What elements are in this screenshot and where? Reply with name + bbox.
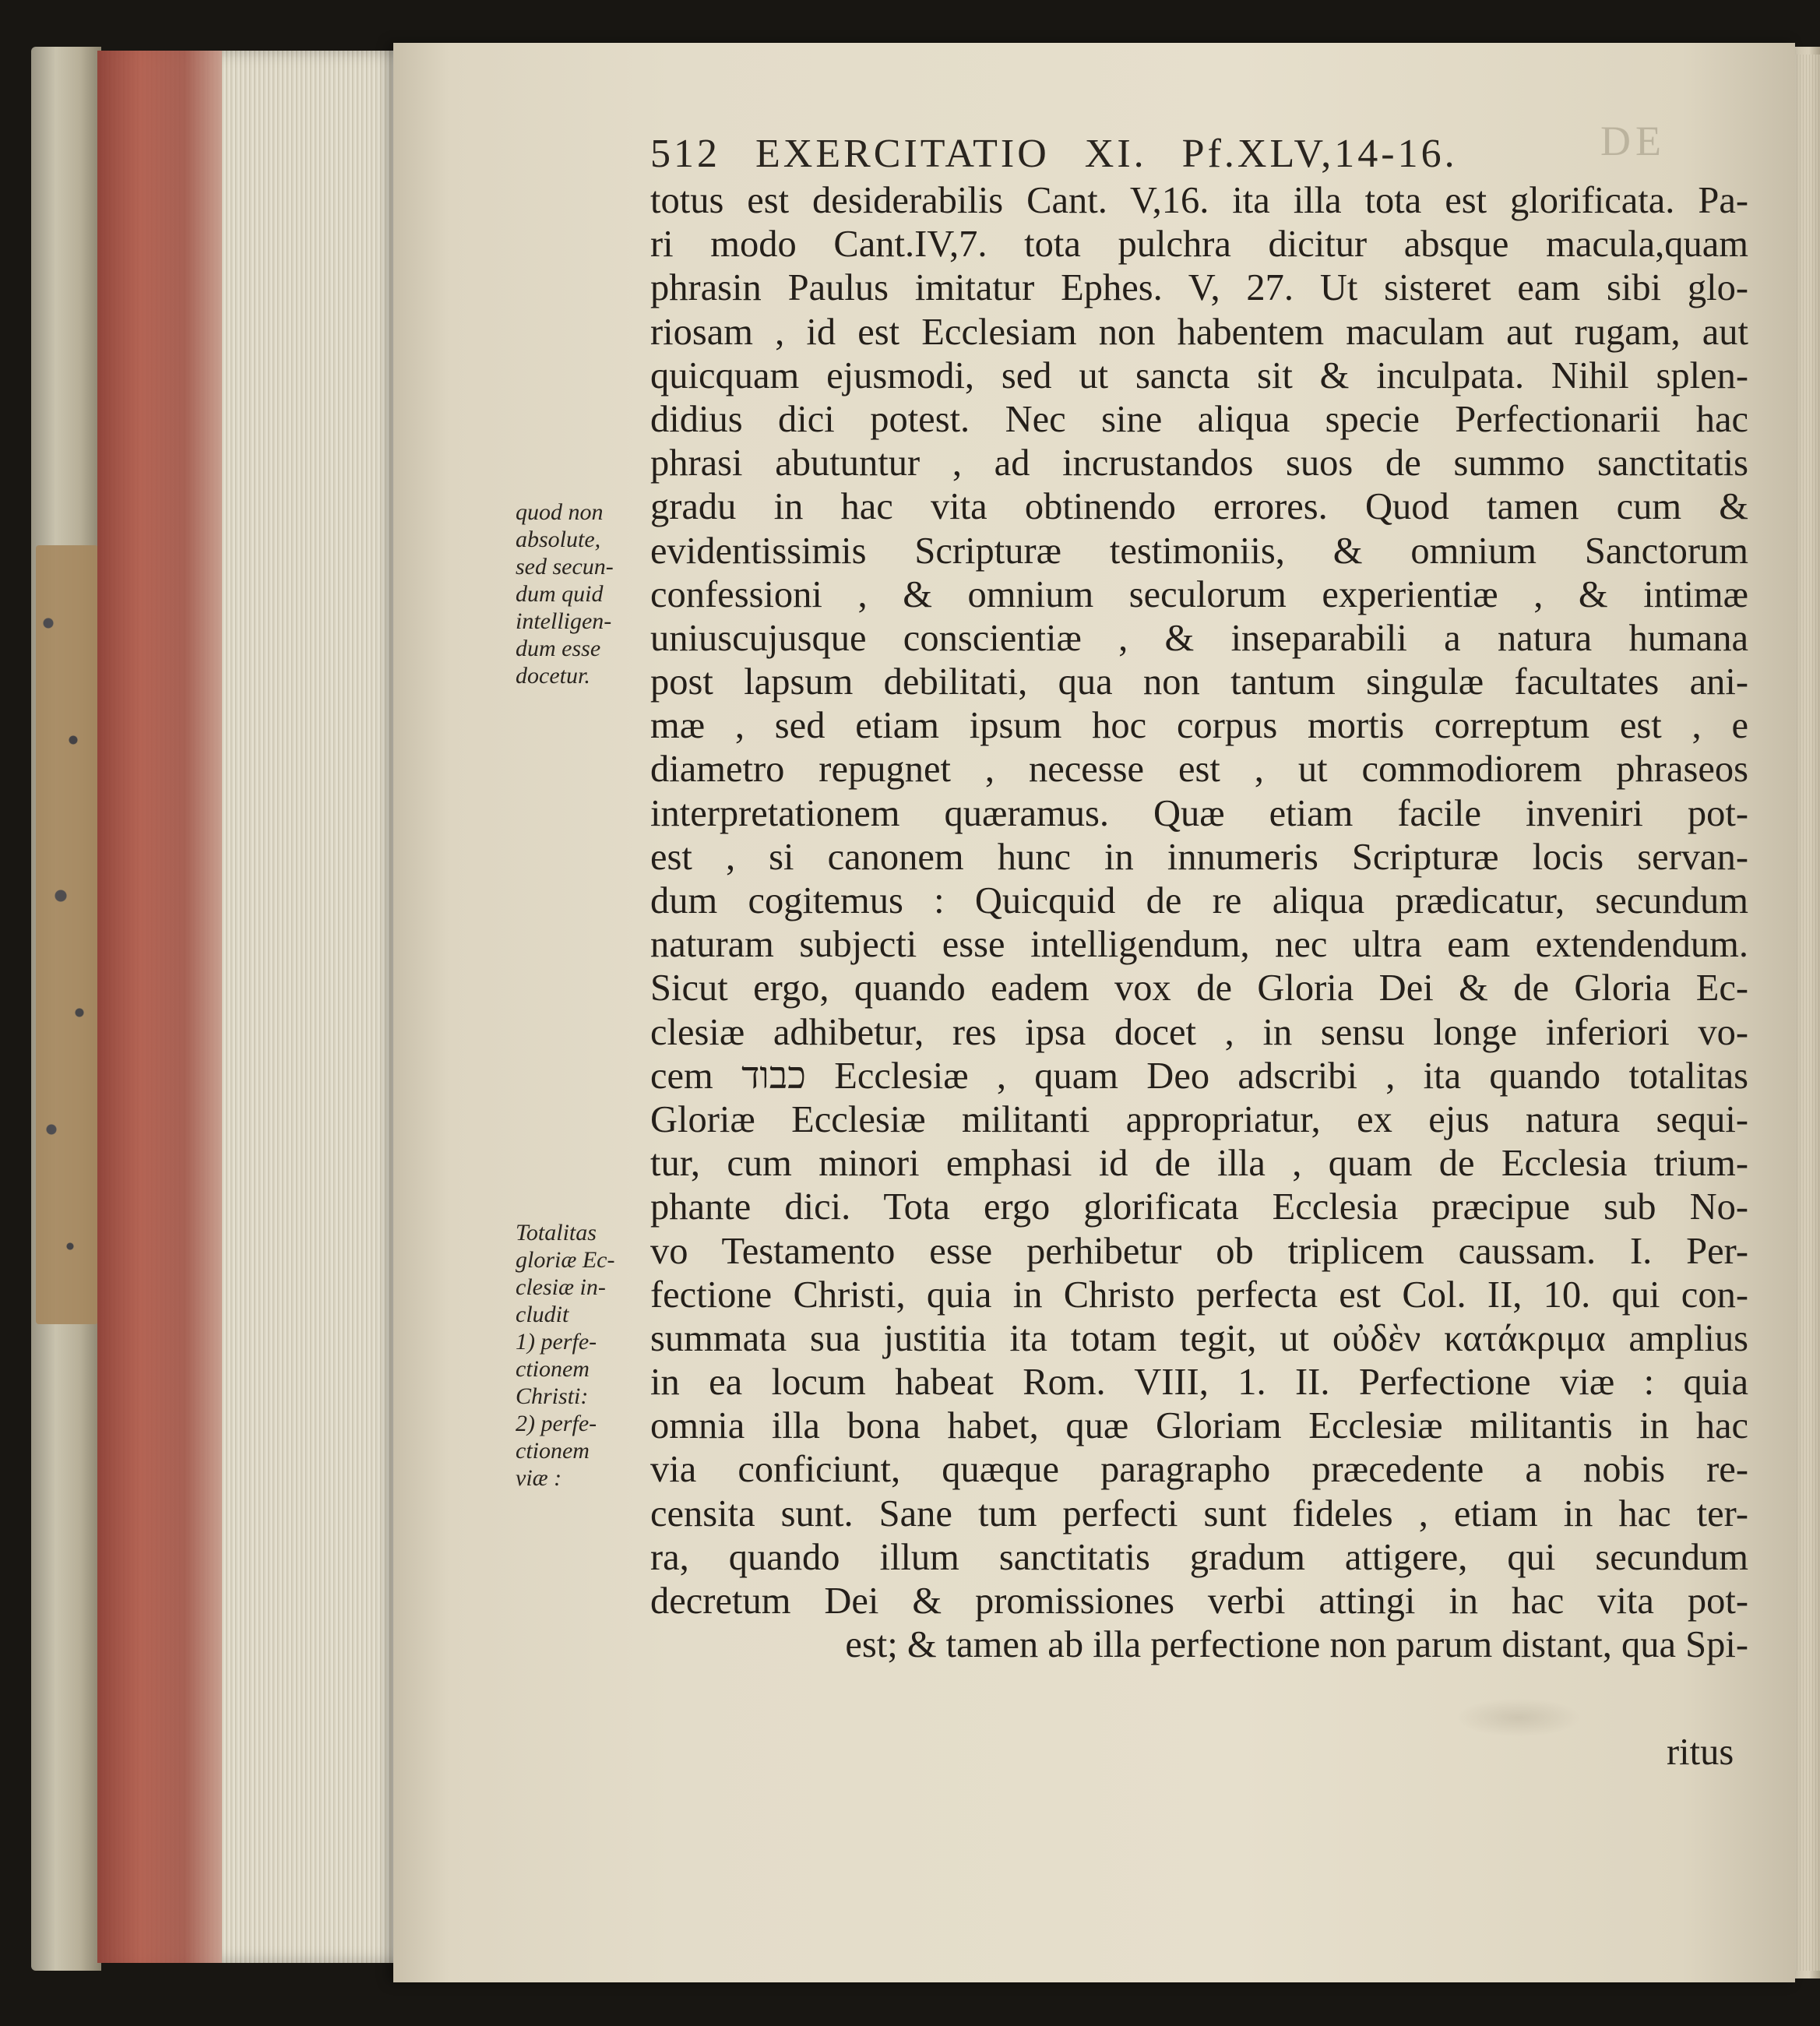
text-line: est; & tamen ab illa perfectione non parum distant, qua Spi- xyxy=(845,1624,1748,1666)
text-line: decretum Dei & promissiones verbi attingi in hac vita pot- xyxy=(650,1580,1748,1622)
text-line: post lapsum debilitati, qua non tantum singulæ facultates ani- xyxy=(650,661,1748,703)
text-line: naturam subjecti esse intelligendum, nec ultra eam extendendum. xyxy=(650,924,1748,966)
text-line: ri modo Cant.IV,7. tota pulchra dicitur absque macula,quam xyxy=(650,224,1748,266)
text-line: summata sua justitia ita totam tegit, ut οὐδὲν κατάκριμα amplius xyxy=(650,1317,1748,1359)
book-cover-edge xyxy=(31,47,101,1971)
text-line: clesiæ adhibetur, res ipsa docet , in sensu longe inferiori vo- xyxy=(650,1011,1748,1053)
text-line: via conficiunt, quæque paragrapho præcedente a nobis re- xyxy=(650,1449,1748,1491)
margin-note-line: docetur. xyxy=(516,663,590,689)
margin-note-line: quod non xyxy=(516,499,604,525)
margin-note-line: sed secun- xyxy=(516,554,614,580)
text-line: dum cogitemus : Quicquid de re aliqua prædicatur, secundum xyxy=(650,880,1748,921)
margin-note-line: dum quid xyxy=(516,581,604,607)
text-line: interpretationem quæramus. Quæ etiam facile inveniri pot- xyxy=(650,792,1748,834)
text-line: phante dici. Tota ergo glorificata Ecclesia præcipue sub No- xyxy=(650,1186,1748,1228)
margin-note-line: ctionem xyxy=(516,1438,590,1464)
header-title: EXERCITATIO xyxy=(755,132,1050,176)
text-line: mæ , sed etiam ipsum hoc corpus mortis correptum est , e xyxy=(650,705,1748,747)
text-line: fectione Christi, quia in Christo perfecta est Col. II, 10. qui con- xyxy=(650,1274,1748,1316)
body-text xyxy=(650,179,1748,1667)
margin-note-line: absolute, xyxy=(516,527,601,552)
margin-note-line: 1) perfe- xyxy=(516,1329,597,1355)
text-line: Sicut ergo, quando eadem vox de Gloria Dei & de Gloria Ec- xyxy=(650,967,1748,1009)
margin-note-line: 2) perfe- xyxy=(516,1411,597,1436)
running-header xyxy=(650,131,1741,177)
margin-note-1 xyxy=(516,499,640,689)
text-line: phrasin Paulus imitatur Ephes. V, 27. Ut sisteret eam sibi glo- xyxy=(650,267,1748,309)
text-line: cem כבוד Ecclesiæ , quam Deo adscribi , ita quando totalitas xyxy=(650,1055,1748,1097)
margin-note-line: clesiæ in- xyxy=(516,1274,606,1300)
ink-smudge xyxy=(1456,1698,1581,1737)
text-line: totus est desiderabilis Cant. V,16. ita illa tota est glorificata. Pa- xyxy=(650,180,1748,221)
text-line: gradu in hac vita obtinendo errores. Quod tamen cum & xyxy=(650,486,1748,528)
margin-note-line: dum esse xyxy=(516,636,601,661)
margin-note-line: gloriæ Ec- xyxy=(516,1247,615,1273)
catchword: ritus xyxy=(1667,1732,1734,1773)
text-line: omnia illa bona habet, quæ Gloriam Ecclesiæ militantis in hac xyxy=(650,1405,1748,1447)
text-line: diametro repugnet , necesse est , ut commodiorem phraseos xyxy=(650,749,1748,791)
margin-note-line: cludit xyxy=(516,1302,569,1327)
margin-note-2 xyxy=(516,1219,640,1492)
margin-note-line: intelligen- xyxy=(516,608,612,634)
text-line: evidentissimis Scripturæ testimoniis, & omnium Sanctorum xyxy=(650,530,1748,572)
marbled-cover-pattern xyxy=(36,545,98,1324)
text-line: vo Testamento esse perhibetur ob triplicem caussam. I. Per- xyxy=(650,1230,1748,1272)
header-section: XI. xyxy=(1084,132,1147,176)
text-line: quicquam ejusmodi, sed ut sancta sit & inculpata. Nihil splen- xyxy=(650,354,1748,396)
margin-note-line: Totalitas xyxy=(516,1220,597,1246)
text-line: confessioni , & omnium seculorum experientiæ , & intimæ xyxy=(650,573,1748,615)
header-reference: Pf.XLV,14-16. xyxy=(1181,132,1458,176)
text-line: censita sunt. Sane tum perfecti sunt fideles , etiam in hac ter- xyxy=(650,1492,1748,1534)
page-number: 512 xyxy=(650,132,720,176)
facing-page-stack xyxy=(1791,55,1820,1971)
text-line: didius dici potest. Nec sine aliqua specie Perfectionarii hac xyxy=(650,398,1748,440)
text-line: riosam , id est Ecclesiam non habentem maculam aut rugam, aut xyxy=(650,311,1748,353)
text-line: est , si canonem hunc in innumeris Scripturæ locis servan- xyxy=(650,836,1748,878)
text-line: in ea locum habeat Rom. VIII, 1. II. Perfectione viæ : quia xyxy=(650,1362,1748,1404)
margin-note-line: Christi: xyxy=(516,1383,589,1409)
red-sprinkled-page-edge xyxy=(97,51,222,1963)
text-line: uniuscujusque conscientiæ , & inseparabili a natura humana xyxy=(650,617,1748,659)
text-line: ra, quando illum sanctitatis gradum attigere, qui secundum xyxy=(650,1536,1748,1578)
margin-note-line: viæ : xyxy=(516,1465,562,1491)
show-through-text: DE xyxy=(1600,118,1666,164)
margin-note-line: ctionem xyxy=(516,1356,590,1382)
text-line: phrasi abutuntur , ad incrustandos suos de summo sanctitatis xyxy=(650,442,1748,484)
text-line: Gloriæ Ecclesiæ militanti appropriatur, ex ejus natura sequi- xyxy=(650,1098,1748,1140)
text-line: tur, cum minori emphasi id de illa , quam de Ecclesia trium- xyxy=(650,1143,1748,1185)
